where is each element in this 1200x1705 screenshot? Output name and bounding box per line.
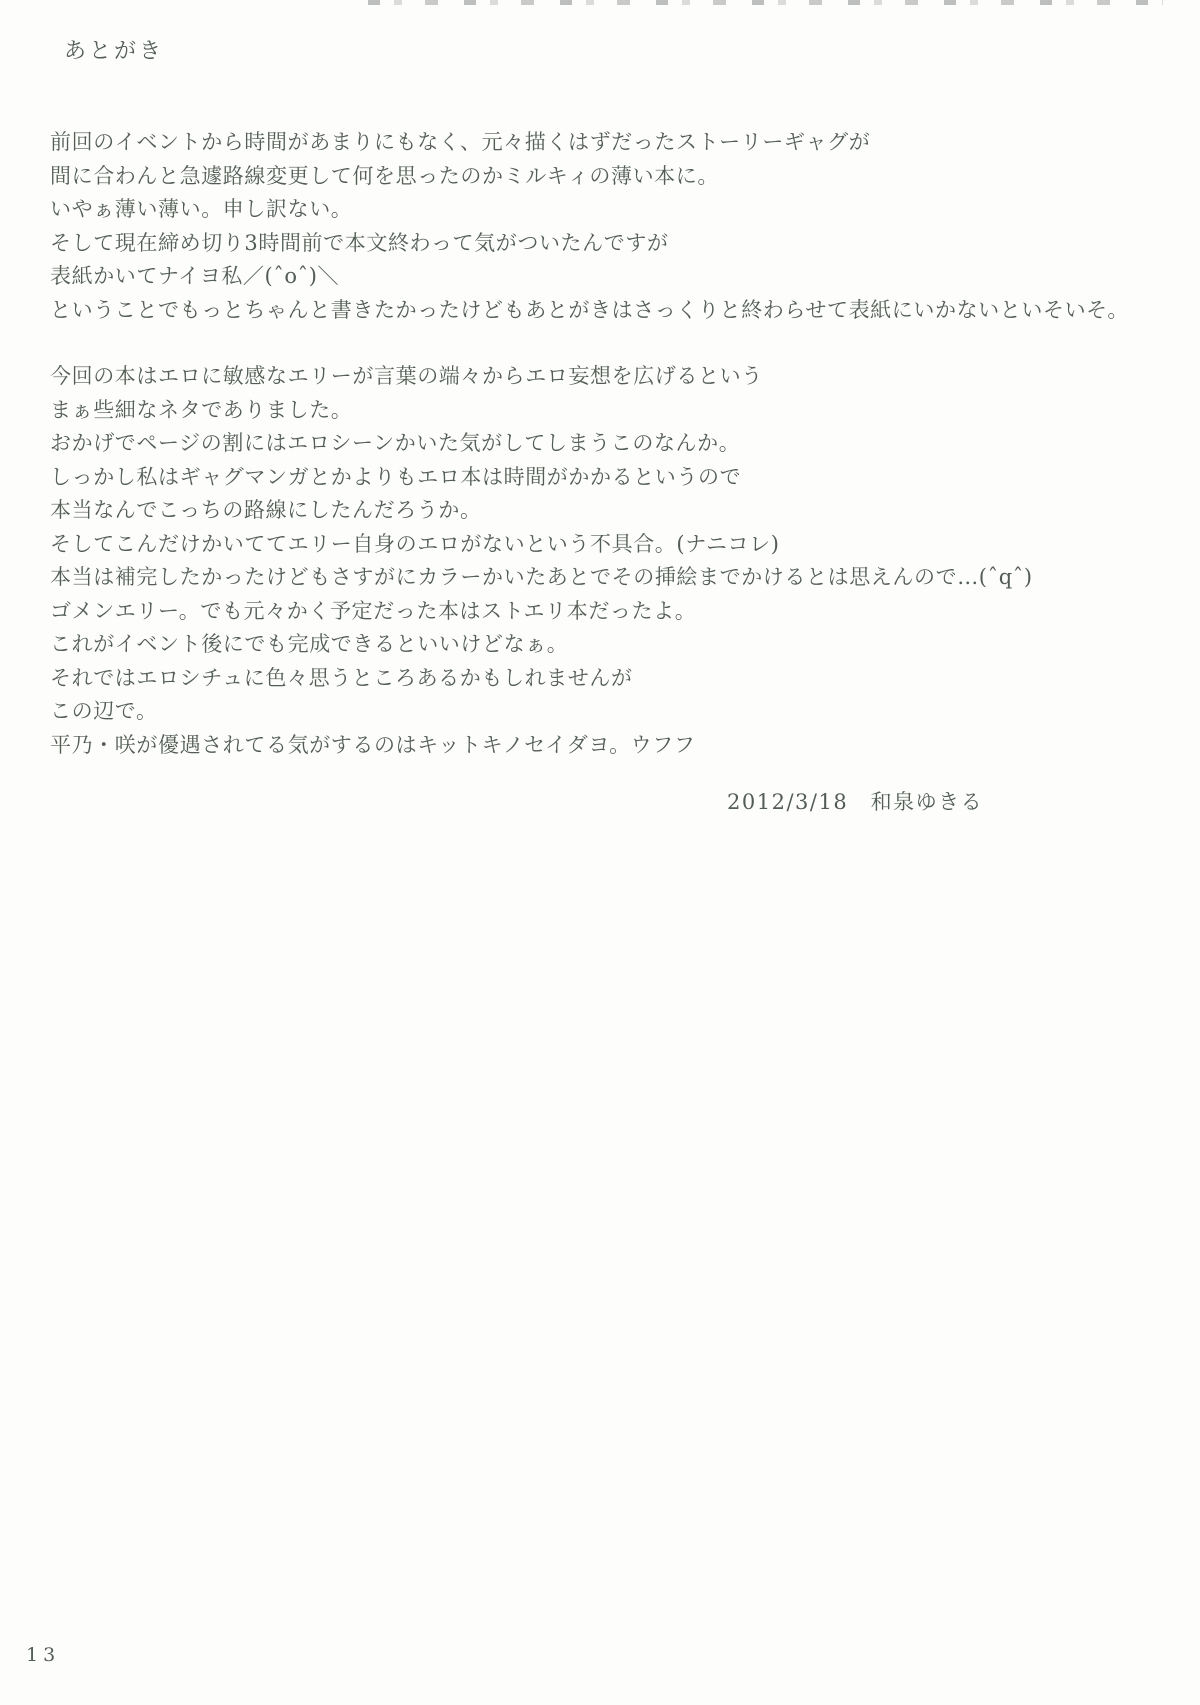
body-line: 本当は補完したかったけどもさすがにカラーかいたあとでその挿絵までかけるとは思えんので…(ˆqˆ) [50, 565, 1033, 589]
body-line: これがイベント後にでも完成できるといいけどなぁ。 [50, 632, 569, 656]
body-line: 本当なんでこっちの路線にしたんだろうか。 [50, 498, 482, 522]
body-line: それではエロシチュに色々思うところあるかもしれませんが [50, 665, 633, 690]
scan-artifact-top-edge [368, 0, 1163, 5]
body-line: この辺で。 [50, 699, 158, 723]
body-line: ということでもっとちゃんと書きたかったけどもあとがきはさっくりと終わらせて表紙にいかないといそいそ。 [50, 297, 1129, 322]
paragraph-1 [50, 126, 1129, 327]
paragraph-2 [50, 360, 1033, 762]
body-line: そしてこんだけかいててエリー自身のエロがないという不具合。(ナニコレ) [50, 531, 780, 556]
body-line: そして現在締め切り3時間前で本文終わって気がついたんですが [50, 230, 669, 255]
body-line: まぁ些細なネタでありました。 [50, 397, 353, 422]
page-title: あとがき [64, 39, 165, 64]
body-line: 今回の本はエロに敏感なエリーが言葉の端々からエロ妄想を広げるという [50, 364, 763, 388]
body-line: いやぁ薄い薄い。申し訳ない。 [50, 197, 353, 221]
body-line: 平乃・咲が優遇されてる気がするのはキットキノセイダヨ。ウフフ [50, 732, 696, 757]
body-line: おかげでページの割にはエロシーンかいた気がしてしまうこのなんか。 [50, 431, 741, 455]
body-line: 前回のイベントから時間があまりにもなく、元々描くはずだったストーリーギャグが [50, 130, 871, 154]
body-line: しっかし私はギャグマンガとかよりもエロ本は時間がかかるというので [50, 464, 742, 489]
body-line: 表紙かいてナイヨ私／(ˆoˆ)＼ [50, 264, 340, 288]
body-line: ゴメンエリー。でも元々かく予定だった本はストエリ本だったよ。 [50, 598, 697, 623]
page-number: 13 [26, 1644, 61, 1666]
body-line: 間に合わんと急遽路線変更して何を思ったのかミルキィの薄い本に。 [50, 163, 719, 188]
date-author-signature: 2012/3/18 和泉ゆきる [727, 790, 984, 814]
